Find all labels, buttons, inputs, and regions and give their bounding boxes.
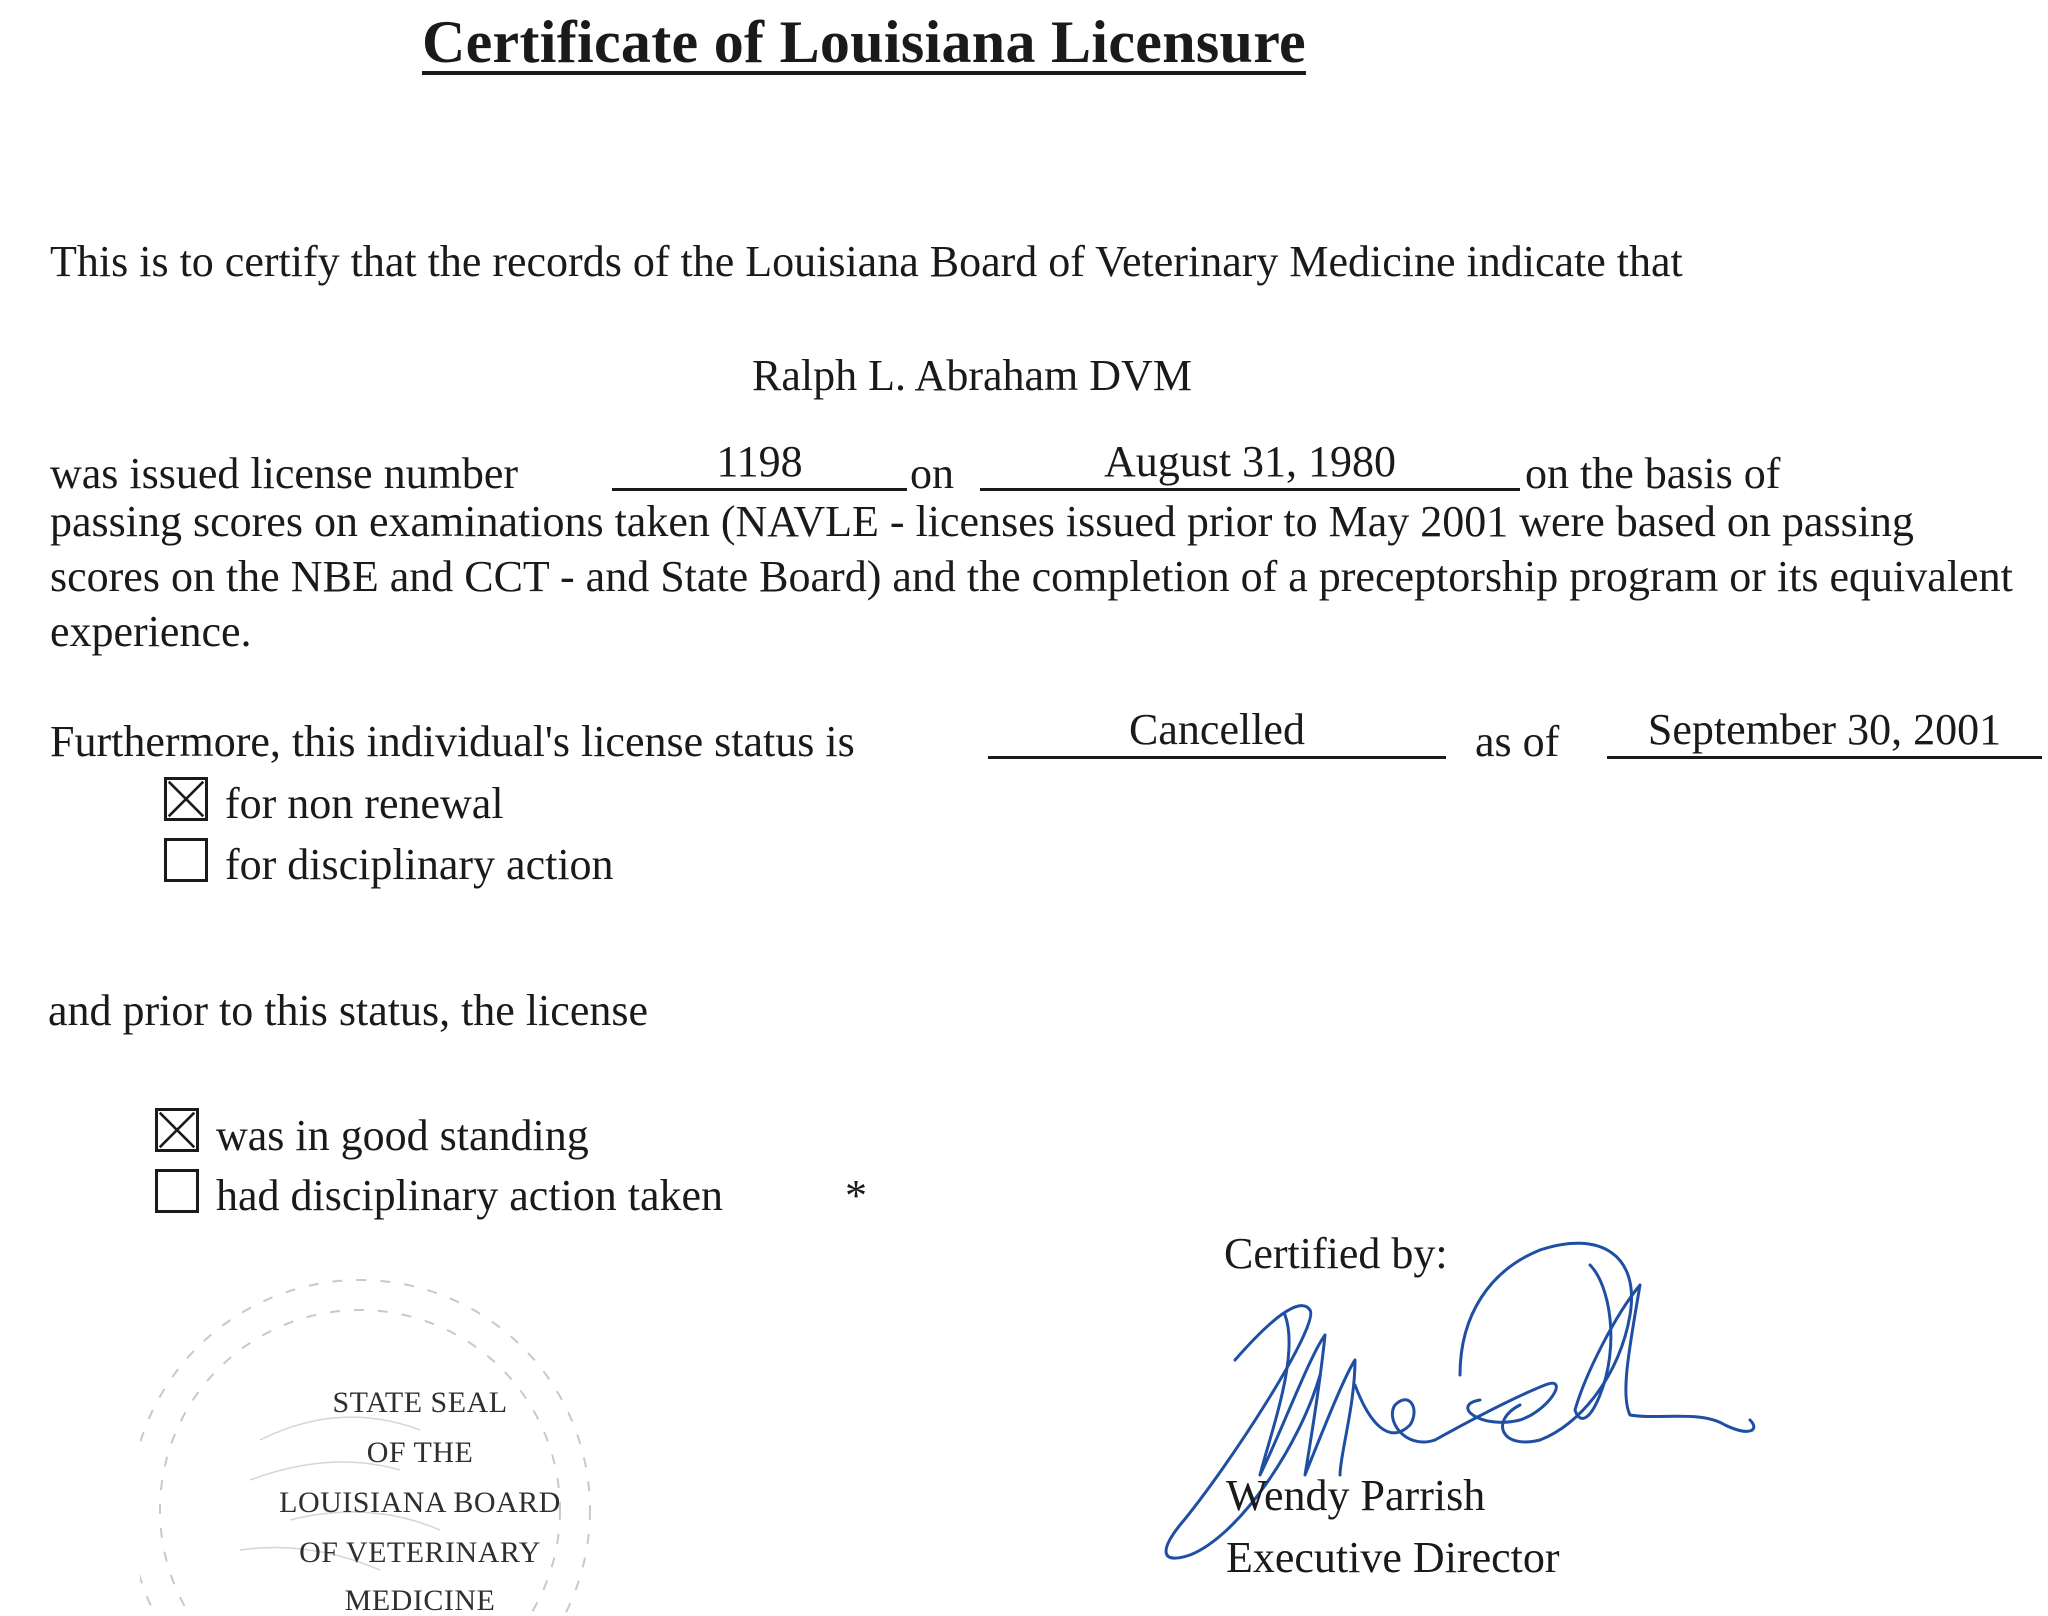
issue-date-field: August 31, 1980 [980, 440, 1520, 491]
seal-line-1: STATE SEAL [332, 1386, 508, 1419]
license-status-field: Cancelled [988, 708, 1446, 759]
non-renewal-checkbox [164, 777, 208, 821]
certified-by-label: Certified by: [1224, 1229, 1448, 1278]
license-line-on: on [910, 449, 954, 498]
basis-paragraph: passing scores on examinations taken (NAVLE - licenses issued prior to May 2001 were based on passing scores on the NBE and CCT - and State Board) and the completion of a preceptorship program or its equivalent experience. [50, 497, 2013, 656]
disciplinary-action-label: for disciplinary action [225, 840, 614, 889]
licensee-name: Ralph L. Abraham DVM [752, 351, 1192, 400]
license-number-field: 1198 [612, 440, 907, 491]
seal-line-4: OF VETERINARY [299, 1536, 541, 1569]
certificate-title: Certificate of Louisiana Licensure [422, 9, 1306, 75]
good-standing-label: was in good standing [216, 1111, 589, 1160]
intro-text: This is to certify that the records of the Louisiana Board of Veterinary Medicine indicate that [50, 237, 1683, 286]
checkmark-x-icon [158, 1111, 196, 1149]
status-line-prefix: Furthermore, this individual's license status is [50, 717, 855, 766]
prior-disciplinary-checkbox [155, 1169, 199, 1213]
embossed-seal [140, 1250, 700, 1616]
disciplinary-action-checkbox [164, 838, 208, 882]
license-line-prefix: was issued license number [50, 449, 518, 498]
signer-name: Wendy Parrish [1226, 1471, 1486, 1520]
seal-line-2: OF THE [366, 1436, 474, 1469]
asterisk-note: * [845, 1171, 867, 1220]
status-date-field: September 30, 2001 [1607, 708, 2042, 759]
seal-line-5: MEDICINE [344, 1584, 496, 1616]
license-line-suffix: on the basis of [1525, 449, 1781, 498]
checkmark-x-icon [167, 780, 205, 818]
prior-status-label: and prior to this status, the license [48, 986, 648, 1035]
status-line-as-of: as of [1475, 717, 1560, 766]
signer-title: Executive Director [1226, 1533, 1560, 1582]
good-standing-checkbox [155, 1108, 199, 1152]
non-renewal-label: for non renewal [225, 779, 504, 828]
prior-disciplinary-label: had disciplinary action taken [216, 1171, 724, 1220]
seal-line-3: LOUISIANA BOARD [279, 1486, 561, 1519]
